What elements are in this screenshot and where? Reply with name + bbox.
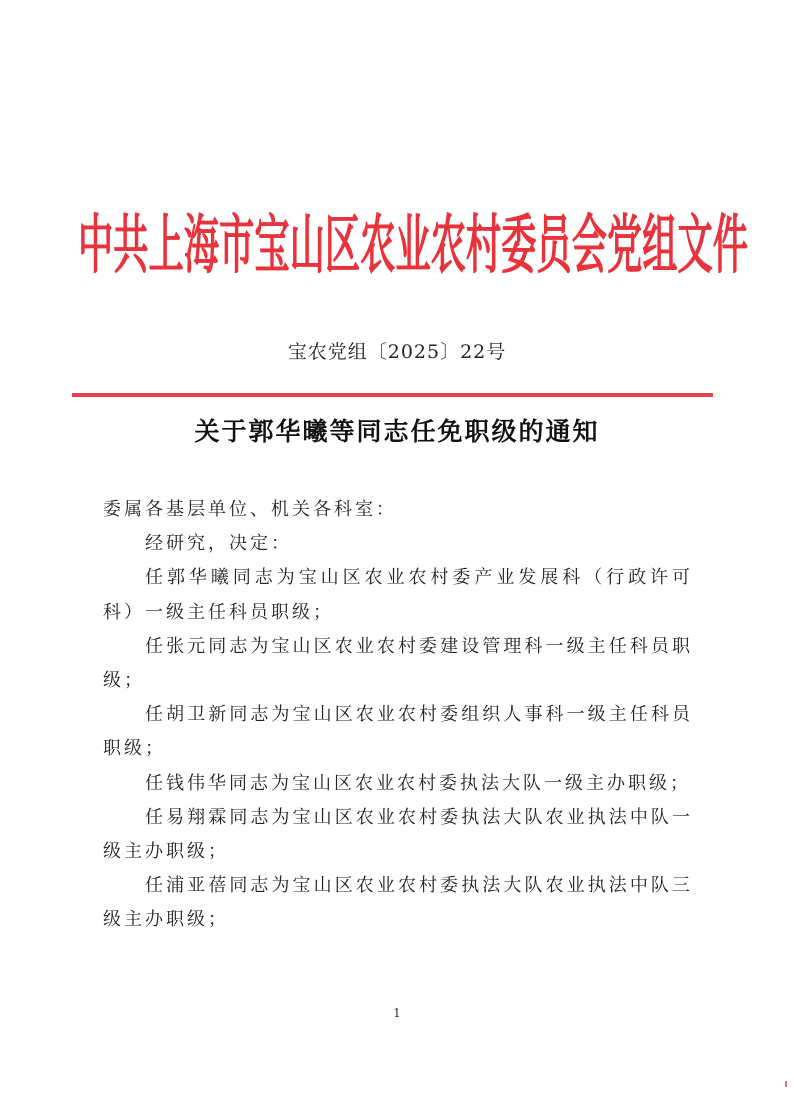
paragraph-appointment: 任浦亚蓓同志为宝山区农业农村委执法大队农业执法中队三级主办职级； xyxy=(103,875,693,931)
paragraph-appointment: 任钱伟华同志为宝山区农业农村委执法大队一级主办职级； xyxy=(145,772,691,794)
addressee-line: 委属各基层单位、机关各科室： xyxy=(103,499,397,520)
document-header xyxy=(78,206,749,286)
paragraph-appointment: 任易翔霖同志为宝山区农业农村委执法大队农业执法中队一级主办职级； xyxy=(103,806,693,863)
page-number: 1 xyxy=(393,1006,401,1020)
paragraph-appointment: 任胡卫新同志为宝山区农业农村委组织人事科一级主任科员职级； xyxy=(103,704,693,760)
red-divider-line xyxy=(72,393,713,397)
scan-edge-mark xyxy=(785,1081,787,1087)
paragraph-appointment: 任郭华曦同志为宝山区农业农村委产业发展科（行政许可科）一级主任科员职级； xyxy=(103,567,693,623)
notice-body xyxy=(103,493,693,938)
document-number: 宝农党组〔2025〕22号 xyxy=(287,341,507,363)
issuer-title: 中共上海市宝山区农业农村委员会党组文件 xyxy=(78,209,749,283)
paragraph-decision: 经研究，决定： xyxy=(145,533,292,555)
paragraph-appointment: 任张元同志为宝山区农业农村委建设管理科一级主任科员职级； xyxy=(103,635,693,692)
notice-title: 关于郭华曦等同志任免职级的通知 xyxy=(194,417,600,446)
